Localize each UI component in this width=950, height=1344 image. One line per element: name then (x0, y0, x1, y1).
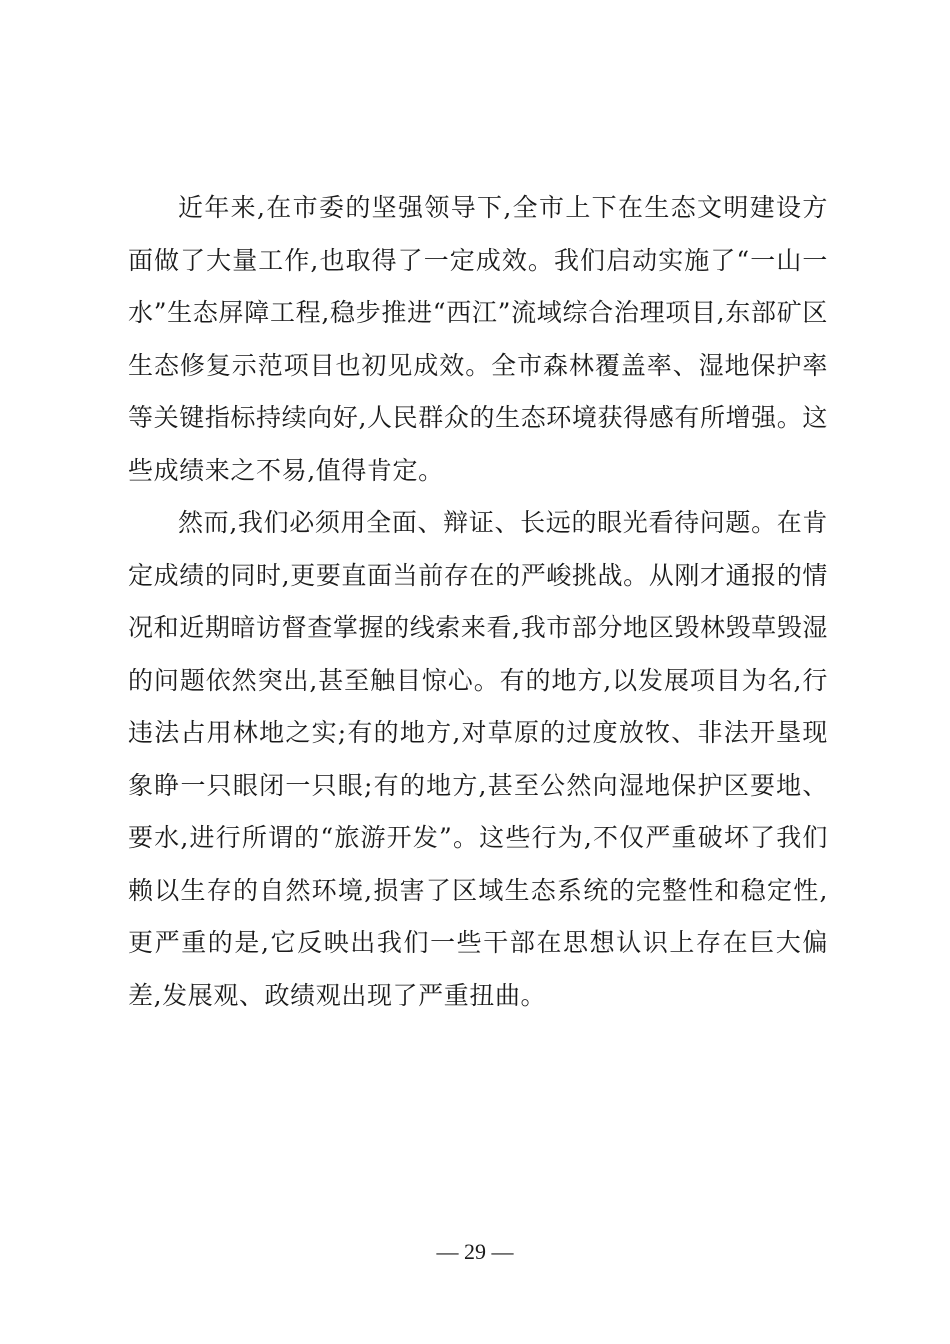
page-number: — 29 — (436, 1239, 514, 1264)
paragraph-achievements: 近年来,在市委的坚强领导下,全市上下在生态文明建设方面做了大量工作,也取得了一定成效。我们启动实施了“一山一水”生态屏障工程,稳步推进“西江”流域综合治理项目,东部矿区生态修复示范项目也初见成效。全市森林覆盖率、湿地保护率等关键指标持续向好,人民群众的生态环境获得感有所增强。这些成绩来之不易,值得肯定。 (128, 193, 828, 485)
paragraph-challenges: 然而,我们必须用全面、辩证、长远的眼光看待问题。在肯定成绩的同时,更要直面当前存在的严峻挑战。从刚才通报的情况和近期暗访督查掌握的线索来看,我市部分地区毁林毁草毁湿的问题依然突出,甚至触目惊心。有的地方,以发展项目为名,行违法占用林地之实;有的地方,对草原的过度放牧、非法开垦现象睁一只眼闭一只眼;有的地方,甚至公然向湿地保护区要地、要水,进行所谓的“旅游开发”。这些行为,不仅严重破坏了我们赖以生存的自然环境,损害了区域生态系统的完整性和稳定性,更严重的是,它反映出我们一些干部在思想认识上存在巨大偏差,发展观、政绩观出现了严重扭曲。 (128, 508, 828, 1010)
document-body (128, 182, 828, 1022)
